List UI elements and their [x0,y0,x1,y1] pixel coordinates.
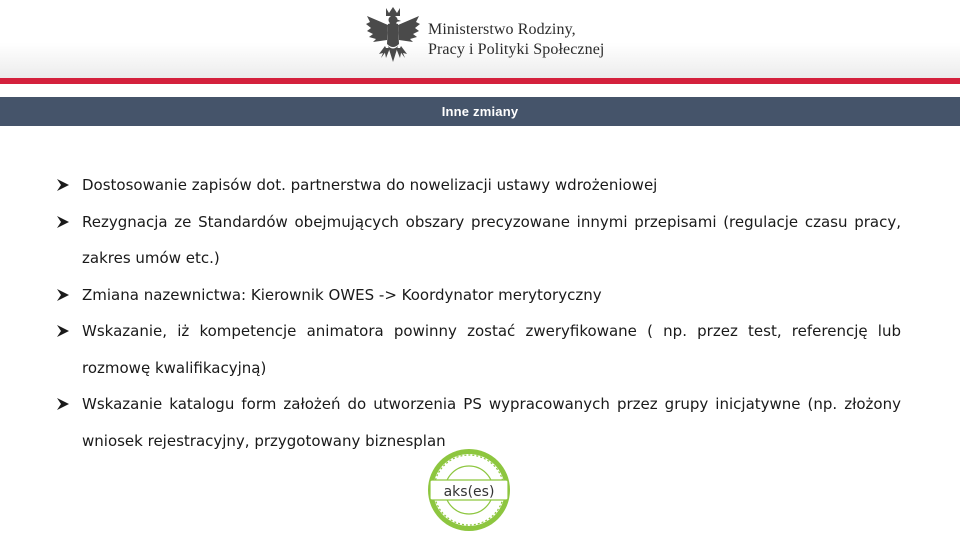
arrowhead-bullet-icon [56,313,72,350]
ministry-logo [364,6,604,72]
bullet-text: Zmiana nazewnictwa: Kierownik OWES -> Koordynator merytoryczny [82,285,602,304]
bullet-item [56,167,901,204]
arrowhead-bullet-icon [56,386,72,423]
seal-text: aks(es) [443,484,495,500]
page-header [0,0,960,78]
arrowhead-bullet-icon [56,167,72,204]
bullet-text: Dostosowanie zapisów dot. partnerstwa do nowelizacji ustawy wdrożeniowej [82,176,658,194]
bullet-list [56,167,901,459]
bullet-item [56,204,901,277]
bullet-text: Rezygnacja ze Standardów obejmujących obszary precyzowane innymi przepisami (regulacje czasu pracy, zakres umów etc.) [82,212,901,267]
slide-title: Inne zmiany [441,104,519,119]
flag-stripe [0,78,960,84]
arrowhead-bullet-icon [56,204,72,241]
bullet-item [56,277,901,314]
bullet-item [56,313,901,386]
ministry-name-line-2: Pracy i Polityki Społecznej [428,41,605,58]
ministry-name-line-1: Ministerstwo Rodziny, [428,21,576,38]
bullet-text: Wskazanie katalogu form założeń do utworzenia PS wypracowanych przez grupy inicjatywne (np. złożony wniosek rejestracyjny, przygotowany biznesplan [82,395,901,450]
aks-es-seal-logo [416,447,522,533]
polish-eagle-emblem-icon [364,6,422,72]
bullet-text: Wskazanie, iż kompetencje animatora powinny zostać zweryfikowane ( np. przez test, referencję lub rozmowę kwalifikacyjną) [82,322,901,377]
arrowhead-bullet-icon [56,277,72,314]
ministry-name [428,20,608,60]
title-bar [0,97,960,126]
